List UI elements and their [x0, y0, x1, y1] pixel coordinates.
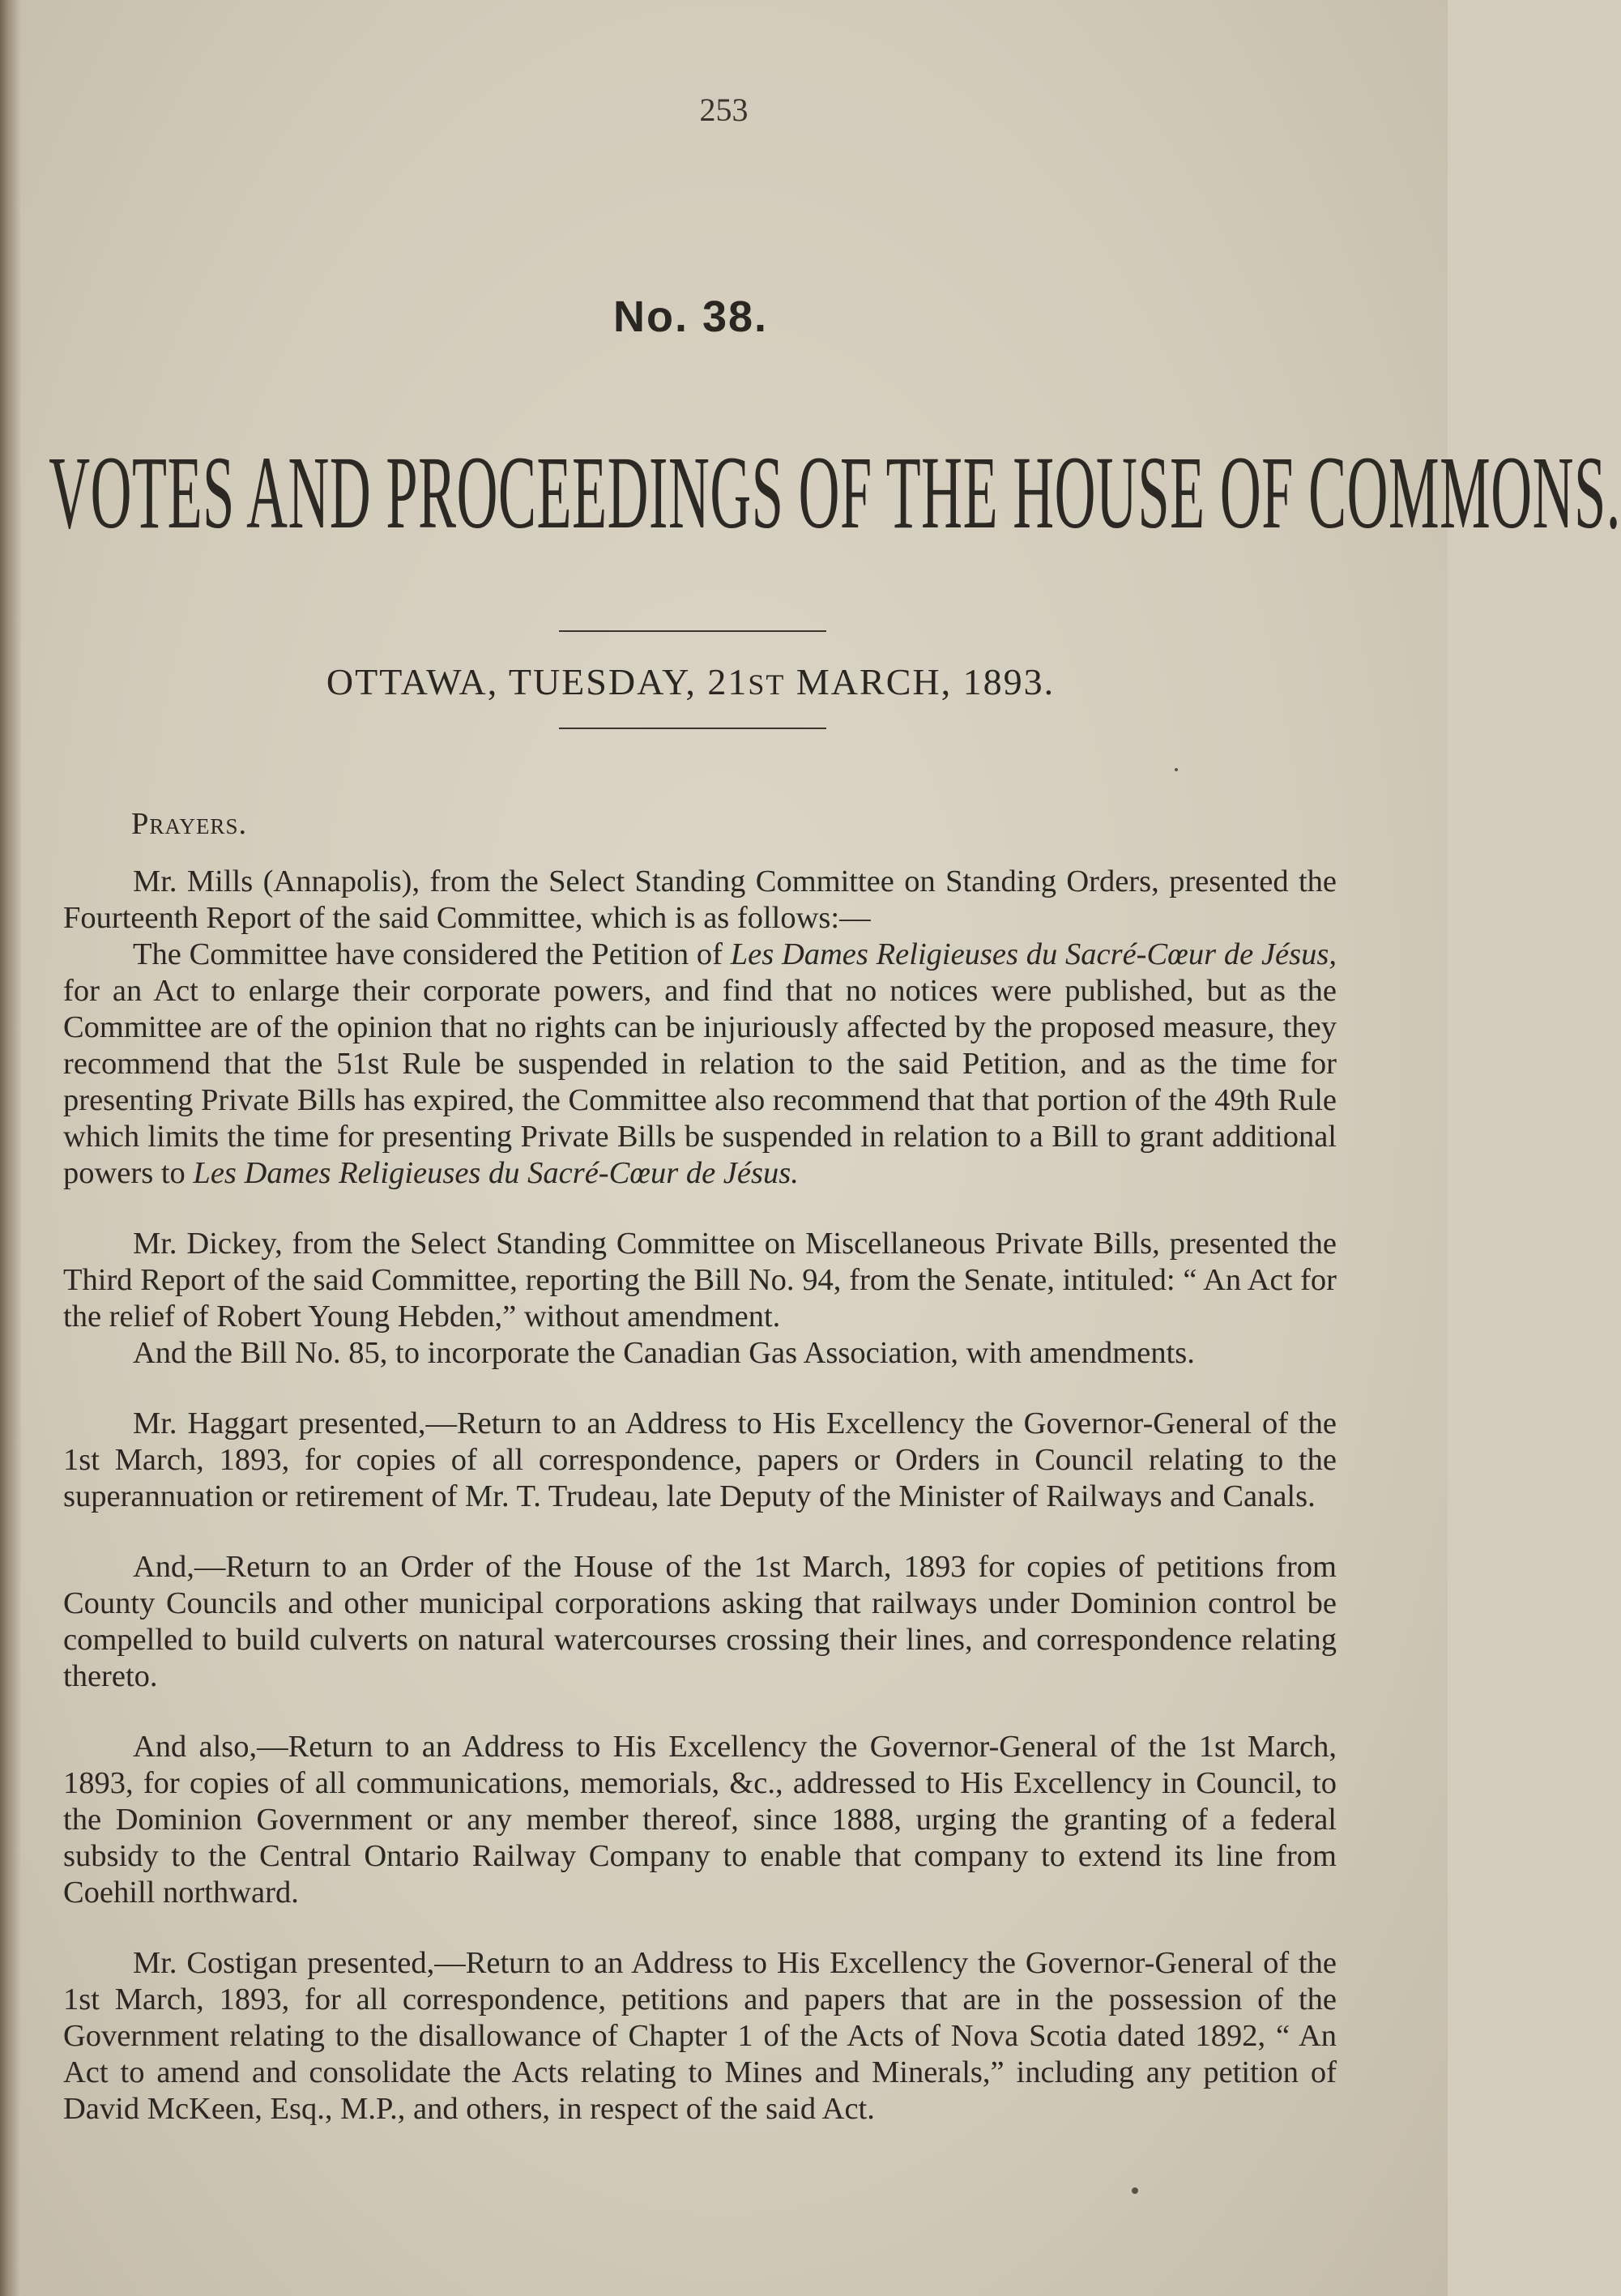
book-spine-shadow — [0, 0, 21, 2296]
ink-speck — [1175, 768, 1178, 771]
dateline-suffix: MARCH, 1893. — [785, 661, 1056, 702]
paragraph-bill-85: And the Bill No. 85, to incorporate the Canadian Gas Association, with amendments. — [133, 1336, 1195, 1370]
issue-number-heading: No. 38. — [612, 292, 769, 341]
paragraph-mills-report: Mr. Mills (Annapolis), from the Select Standing Committee on Standing Orders, presented the Fourteenth Report of the said Committee, which is as follows:— — [63, 864, 1337, 935]
italic-name: Les Dames Religieuses du Sacré-Cœur de Jésus, — [730, 937, 1337, 971]
dateline-prefix: OTTAWA, TUESDAY, 21 — [326, 661, 749, 702]
document-title: VOTES AND PROCEEDINGS OF THE HOUSE OF COMMONS. — [49, 435, 1621, 550]
divider-bottom — [559, 728, 826, 729]
italic-name: Les Dames Religieuses du Sacré-Cœur de Jésus. — [193, 1156, 799, 1190]
paragraph-haggart-return: Mr. Haggart presented,—Return to an Address to His Excellency the Governor-General of the 1st March, 1893, for copies of all correspondence, papers or Orders in Council relating to the superannuation or retirement of Mr. T. Trudeau, late Deputy of the Minister of Railways and Canals. — [63, 1406, 1337, 1513]
paragraph-costigan-return: Mr. Costigan presented,—Return to an Address to His Excellency the Governor-General of the 1st March, 1893, for all correspondence, petitions and papers that are in the possession of the Government relating to the disallowance of Chapter 1 of the Acts of Nova Scotia dated 1892, “ An Act to amend and consolidate the Acts relating to Mines and Minerals,” including any petition of David McKeen, Esq., M.P., and others, in respect of the said Act. — [63, 1946, 1337, 2126]
divider-top — [559, 630, 826, 632]
paragraph-text: The Committee have considered the Petition of — [133, 937, 731, 971]
page-number: 253 — [699, 92, 749, 128]
paragraph-culverts-return: And,—Return to an Order of the House of the 1st March, 1893 for copies of petitions from County Councils and other municipal corporations asking that railways under Dominion control be compelled to build culverts on natural watercourses crossing their lines, and correspondence relating thereto. — [63, 1550, 1337, 1693]
proceedings-body — [63, 806, 1337, 2127]
dateline-ordinal: ST — [748, 668, 786, 701]
paragraph-dickey-report: Mr. Dickey, from the Select Standing Committee on Miscellaneous Private Bills, presented the Third Report of the said Committee, reporting the Bill No. 94, from the Senate, intituled: “ An Act for the relief of Robert Young Hebden,” without amendment. — [63, 1227, 1337, 1334]
paragraph-subsidy-return: And also,—Return to an Address to His Excellency the Governor-General of the 1st March, 1893, for copies of all communications, memorials, &c., addressed to His Excellency in Council, to the Dominion Government or any member thereof, since 1888, urging the granting of a federal subsidy to the Central Ontario Railway Company to enable that company to extend its line from Coehill northward. — [63, 1730, 1337, 1910]
dateline — [0, 660, 1381, 703]
prayers-heading: Prayers. — [131, 807, 248, 841]
ink-speck — [1132, 2187, 1138, 2194]
paragraph-text: for an Act to enlarge their corporate powers, and find that no notices were published, but as the Committee are of the opinion that no rights can be injuriously affected by the proposed measure, they recommend that the 51st Rule be suspended in relation to the said Petition, and as the time for presenting Private Bills has expired, the Committee also recommend that that portion of the 49th Rule which limits the time for presenting Private Bills be suspended in relation to a Bill to grant additional powers to — [63, 974, 1337, 1190]
paragraph-committee-petition — [63, 937, 1337, 1192]
